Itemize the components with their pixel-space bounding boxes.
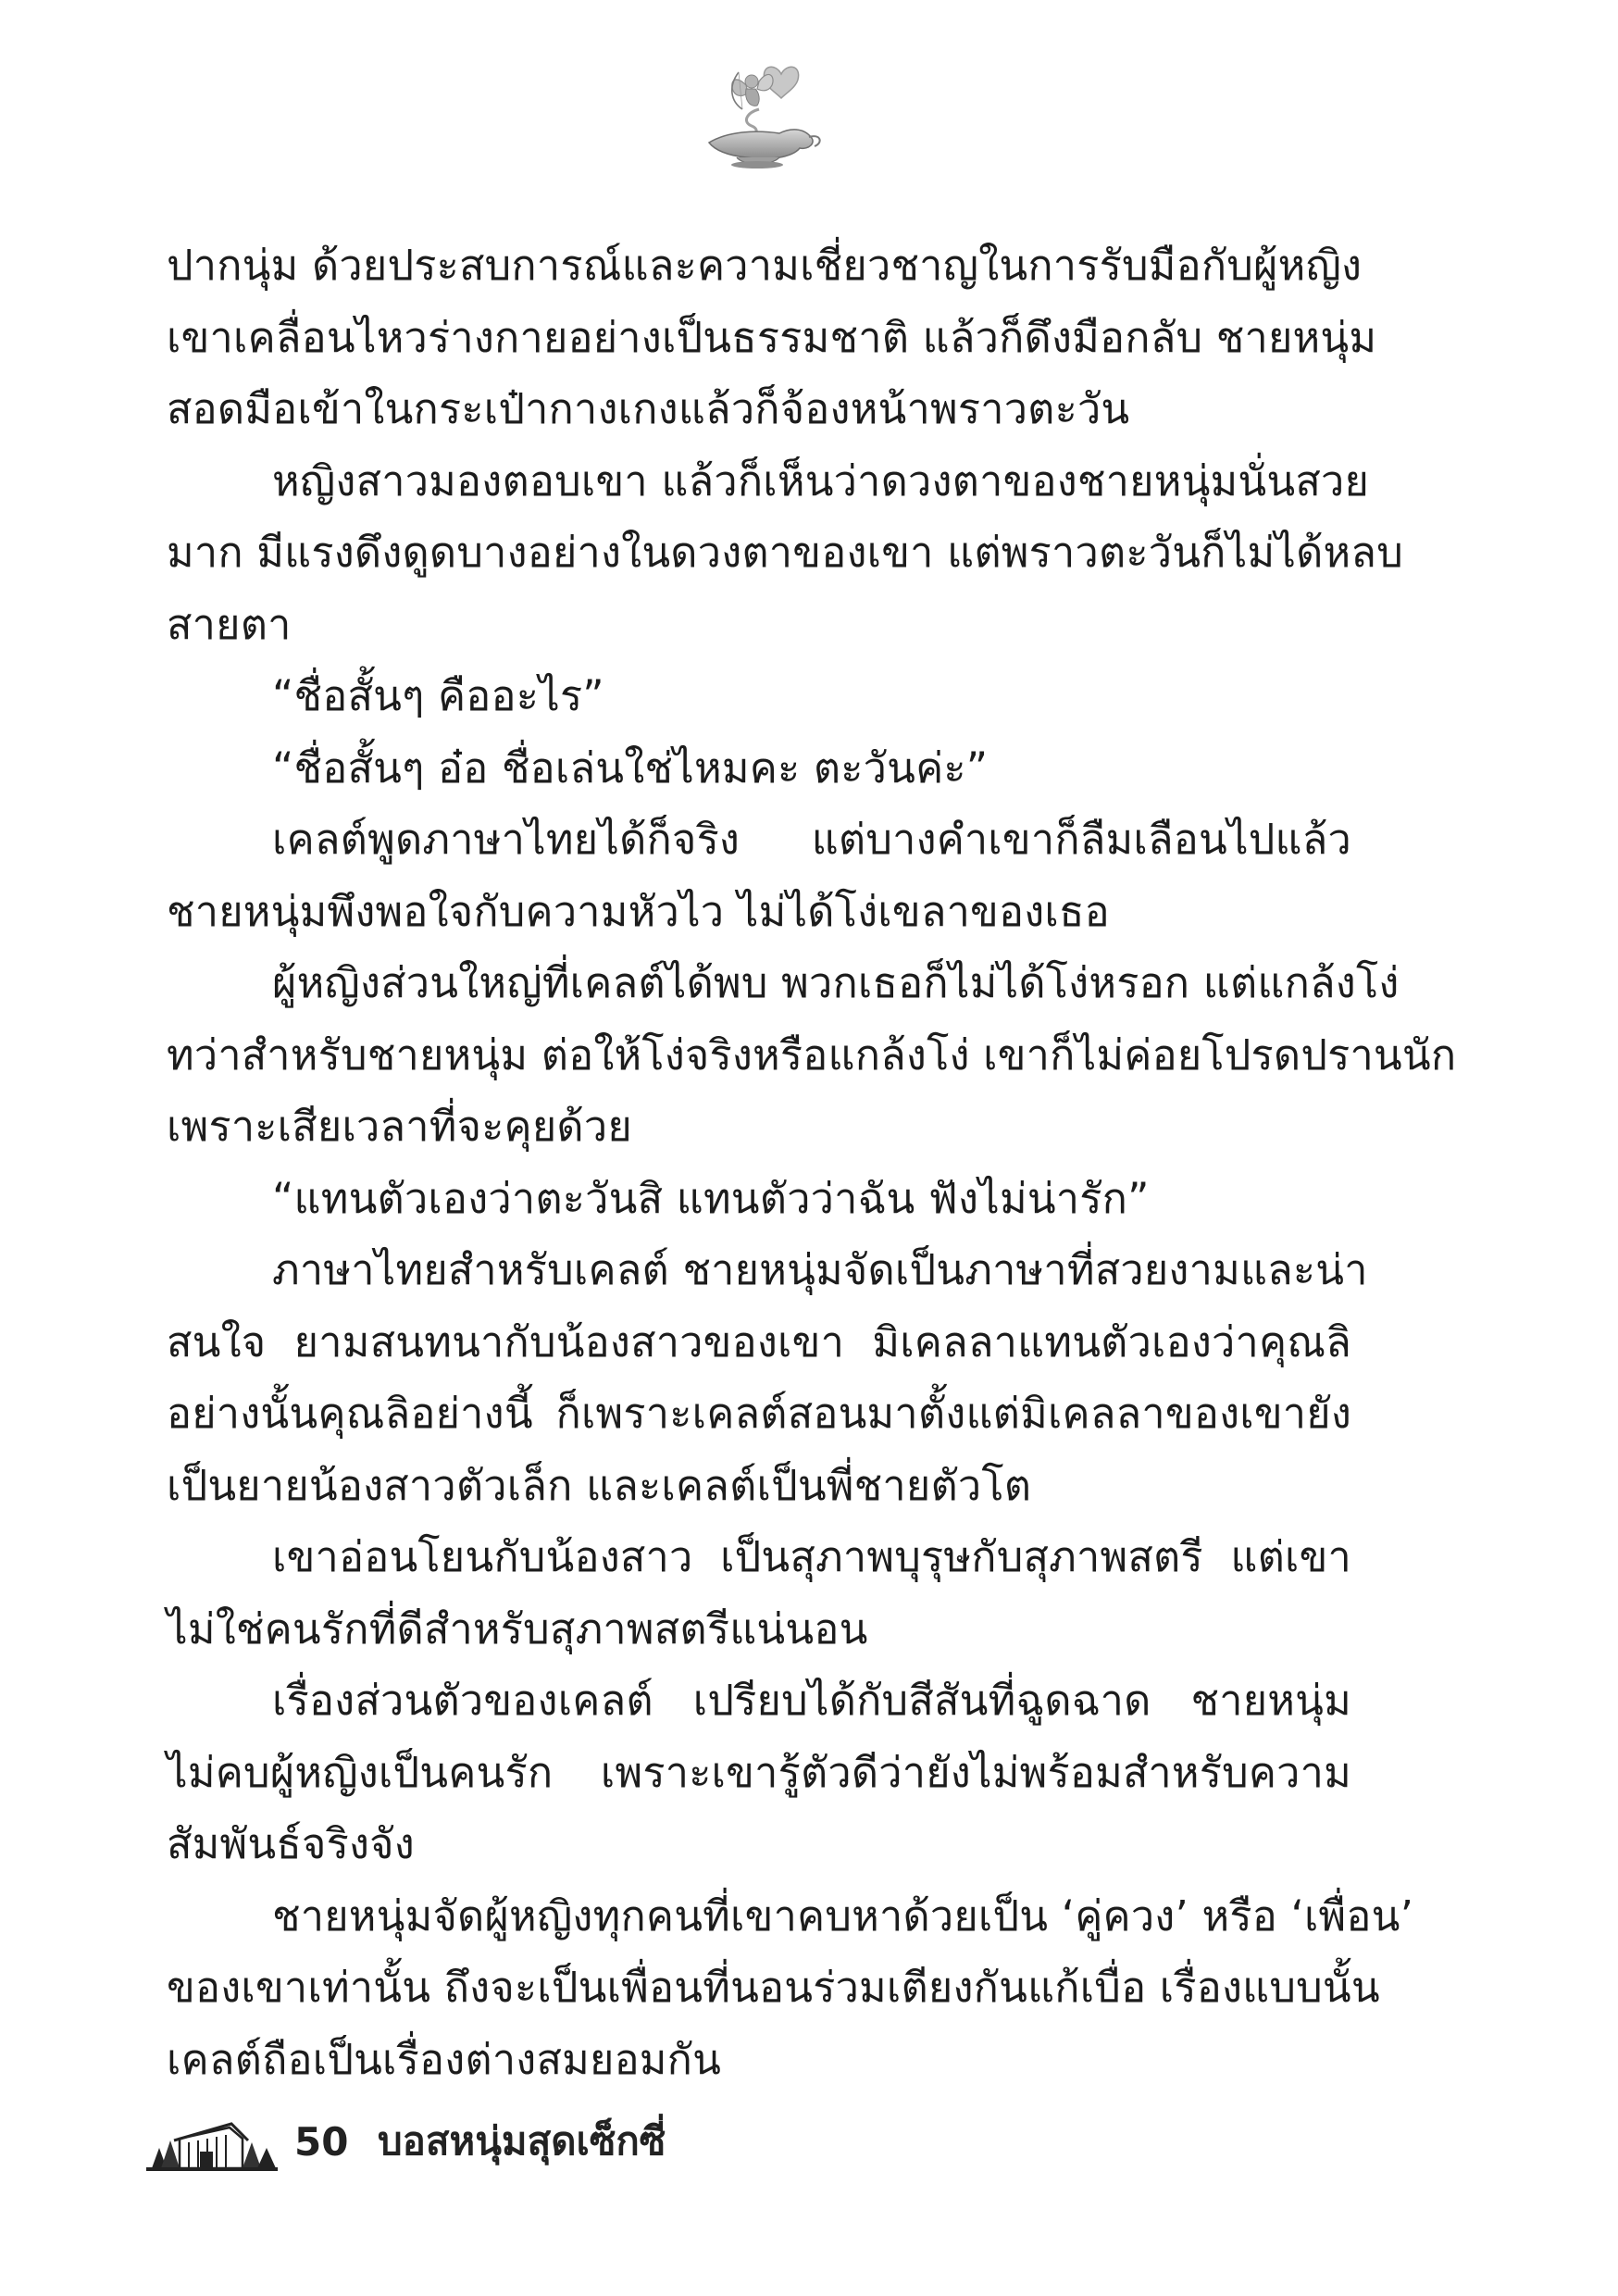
text-line: ปากนุ่ม ด้วยประสบการณ์และความเชี่ยวชาญในการรับมือกับผู้หญิง (167, 241, 1363, 290)
text-line: เคลต์ถือเป็นเรื่องต่างสมยอมกัน (167, 2034, 722, 2084)
text-line: สัมพันธ์จริงจัง (167, 1819, 415, 1868)
text-line: ภาษาไทยสำหรับเคลต์ ชายหนุ่มจัดเป็นภาษาที่สวยงามและน่า (272, 1245, 1368, 1294)
text-line: เพราะเสียเวลาที่จะคุยด้วย (167, 1102, 632, 1151)
text-line: ชายหนุ่มพึงพอใจกับความหัวไว ไม่ได้โง่เขลาของเธอ (167, 886, 1110, 936)
chapter-body-text (167, 230, 1457, 2095)
text-line: “ชื่อสั้นๆ อ๋อ ชื่อเล่นใช่ไหมคะ ตะวันค่ะ” (272, 742, 989, 792)
text-line: เรื่องส่วนตัวของเคลต์ เปรียบได้กับสีสันที่ฉูดฉาด ชายหนุ่ม (272, 1676, 1351, 1725)
text-line: เคลต์พูดภาษาไทยได้ก็จริง แต่บางคำเขาก็ลืมเลือนไปแล้ว (272, 815, 1351, 864)
text-line: อย่างนั้นคุณลิอย่างนี้ ก็เพราะเคลต์สอนมาตั้งแต่มิเคลลาของเขายัง (167, 1389, 1351, 1438)
text-line: เขาเคลื่อนไหวร่างกายอย่างเป็นธรรมชาติ แล้วก็ดึงมือกลับ ชายหนุ่ม (167, 312, 1377, 362)
page-number: 50 (294, 2119, 349, 2165)
text-line: ชายหนุ่มจัดผู้หญิงทุกคนที่เขาคบหาด้วยเป็น ‘คู่ควง’ หรือ ‘เพื่อน’ (272, 1890, 1414, 1940)
text-line: ของเขาเท่านั้น ถึงจะเป็นเพื่อนที่นอนร่วมเตียงกันแก้เบื่อ เรื่องแบบนั้น (167, 1963, 1380, 2012)
text-line: เขาอ่อนโยนกับน้องสาว เป็นสุภาพบุรุษกับสุภาพสตรี แต่เขา (272, 1532, 1351, 1581)
text-line: “แทนตัวเองว่าตะวันสิ แทนตัวว่าฉัน ฟังไม่น่ารัก” (272, 1173, 1150, 1223)
text-line: ทว่าสำหรับชายหนุ่ม ต่อให้โง่จริงหรือแกล้งโง่ เขาก็ไม่ค่อยโปรดปรานนัก (167, 1029, 1457, 1079)
house-trees-icon (146, 2111, 278, 2172)
book-title: บอสหนุ่มสุดเซ็กซี่ (378, 2118, 666, 2164)
text-line: มาก มีแรงดึงดูดบางอย่างในดวงตาของเขา แต่พราวตะวันก็ไม่ได้หลบ (167, 528, 1403, 577)
cupid-genie-lamp-icon (691, 54, 829, 170)
text-line: หญิงสาวมองตอบเขา แล้วก็เห็นว่าดวงตาของชายหนุ่มนั่นสวย (272, 455, 1370, 505)
text-line: สายตา (167, 599, 292, 649)
text-line: สอดมือเข้าในกระเป๋ากางเกงแล้วก็จ้องหน้าพราวตะวัน (167, 384, 1130, 433)
page-footer (146, 2107, 887, 2181)
text-line: เป็นยายน้องสาวตัวเล็ก และเคลต์เป็นพี่ชายตัวโต (167, 1460, 1032, 1510)
text-line: สนใจ ยามสนทนากับน้องสาวของเขา มิเคลลาแทนตัวเองว่าคุณลิ (167, 1316, 1351, 1366)
text-line: ไม่ใช่คนรักที่ดีสำหรับสุภาพสตรีแน่นอน (167, 1603, 868, 1653)
text-line: ไม่คบผู้หญิงเป็นคนรัก เพราะเขารู้ตัวดีว่ายังไม่พร้อมสำหรับความ (167, 1747, 1351, 1797)
text-line: ผู้หญิงส่วนใหญ่ที่เคลต์ได้พบ พวกเธอก็ไม่ได้โง่หรอก แต่แกล้งโง่ (272, 958, 1400, 1007)
text-line: “ชื่อสั้นๆ คืออะไร” (272, 671, 604, 720)
